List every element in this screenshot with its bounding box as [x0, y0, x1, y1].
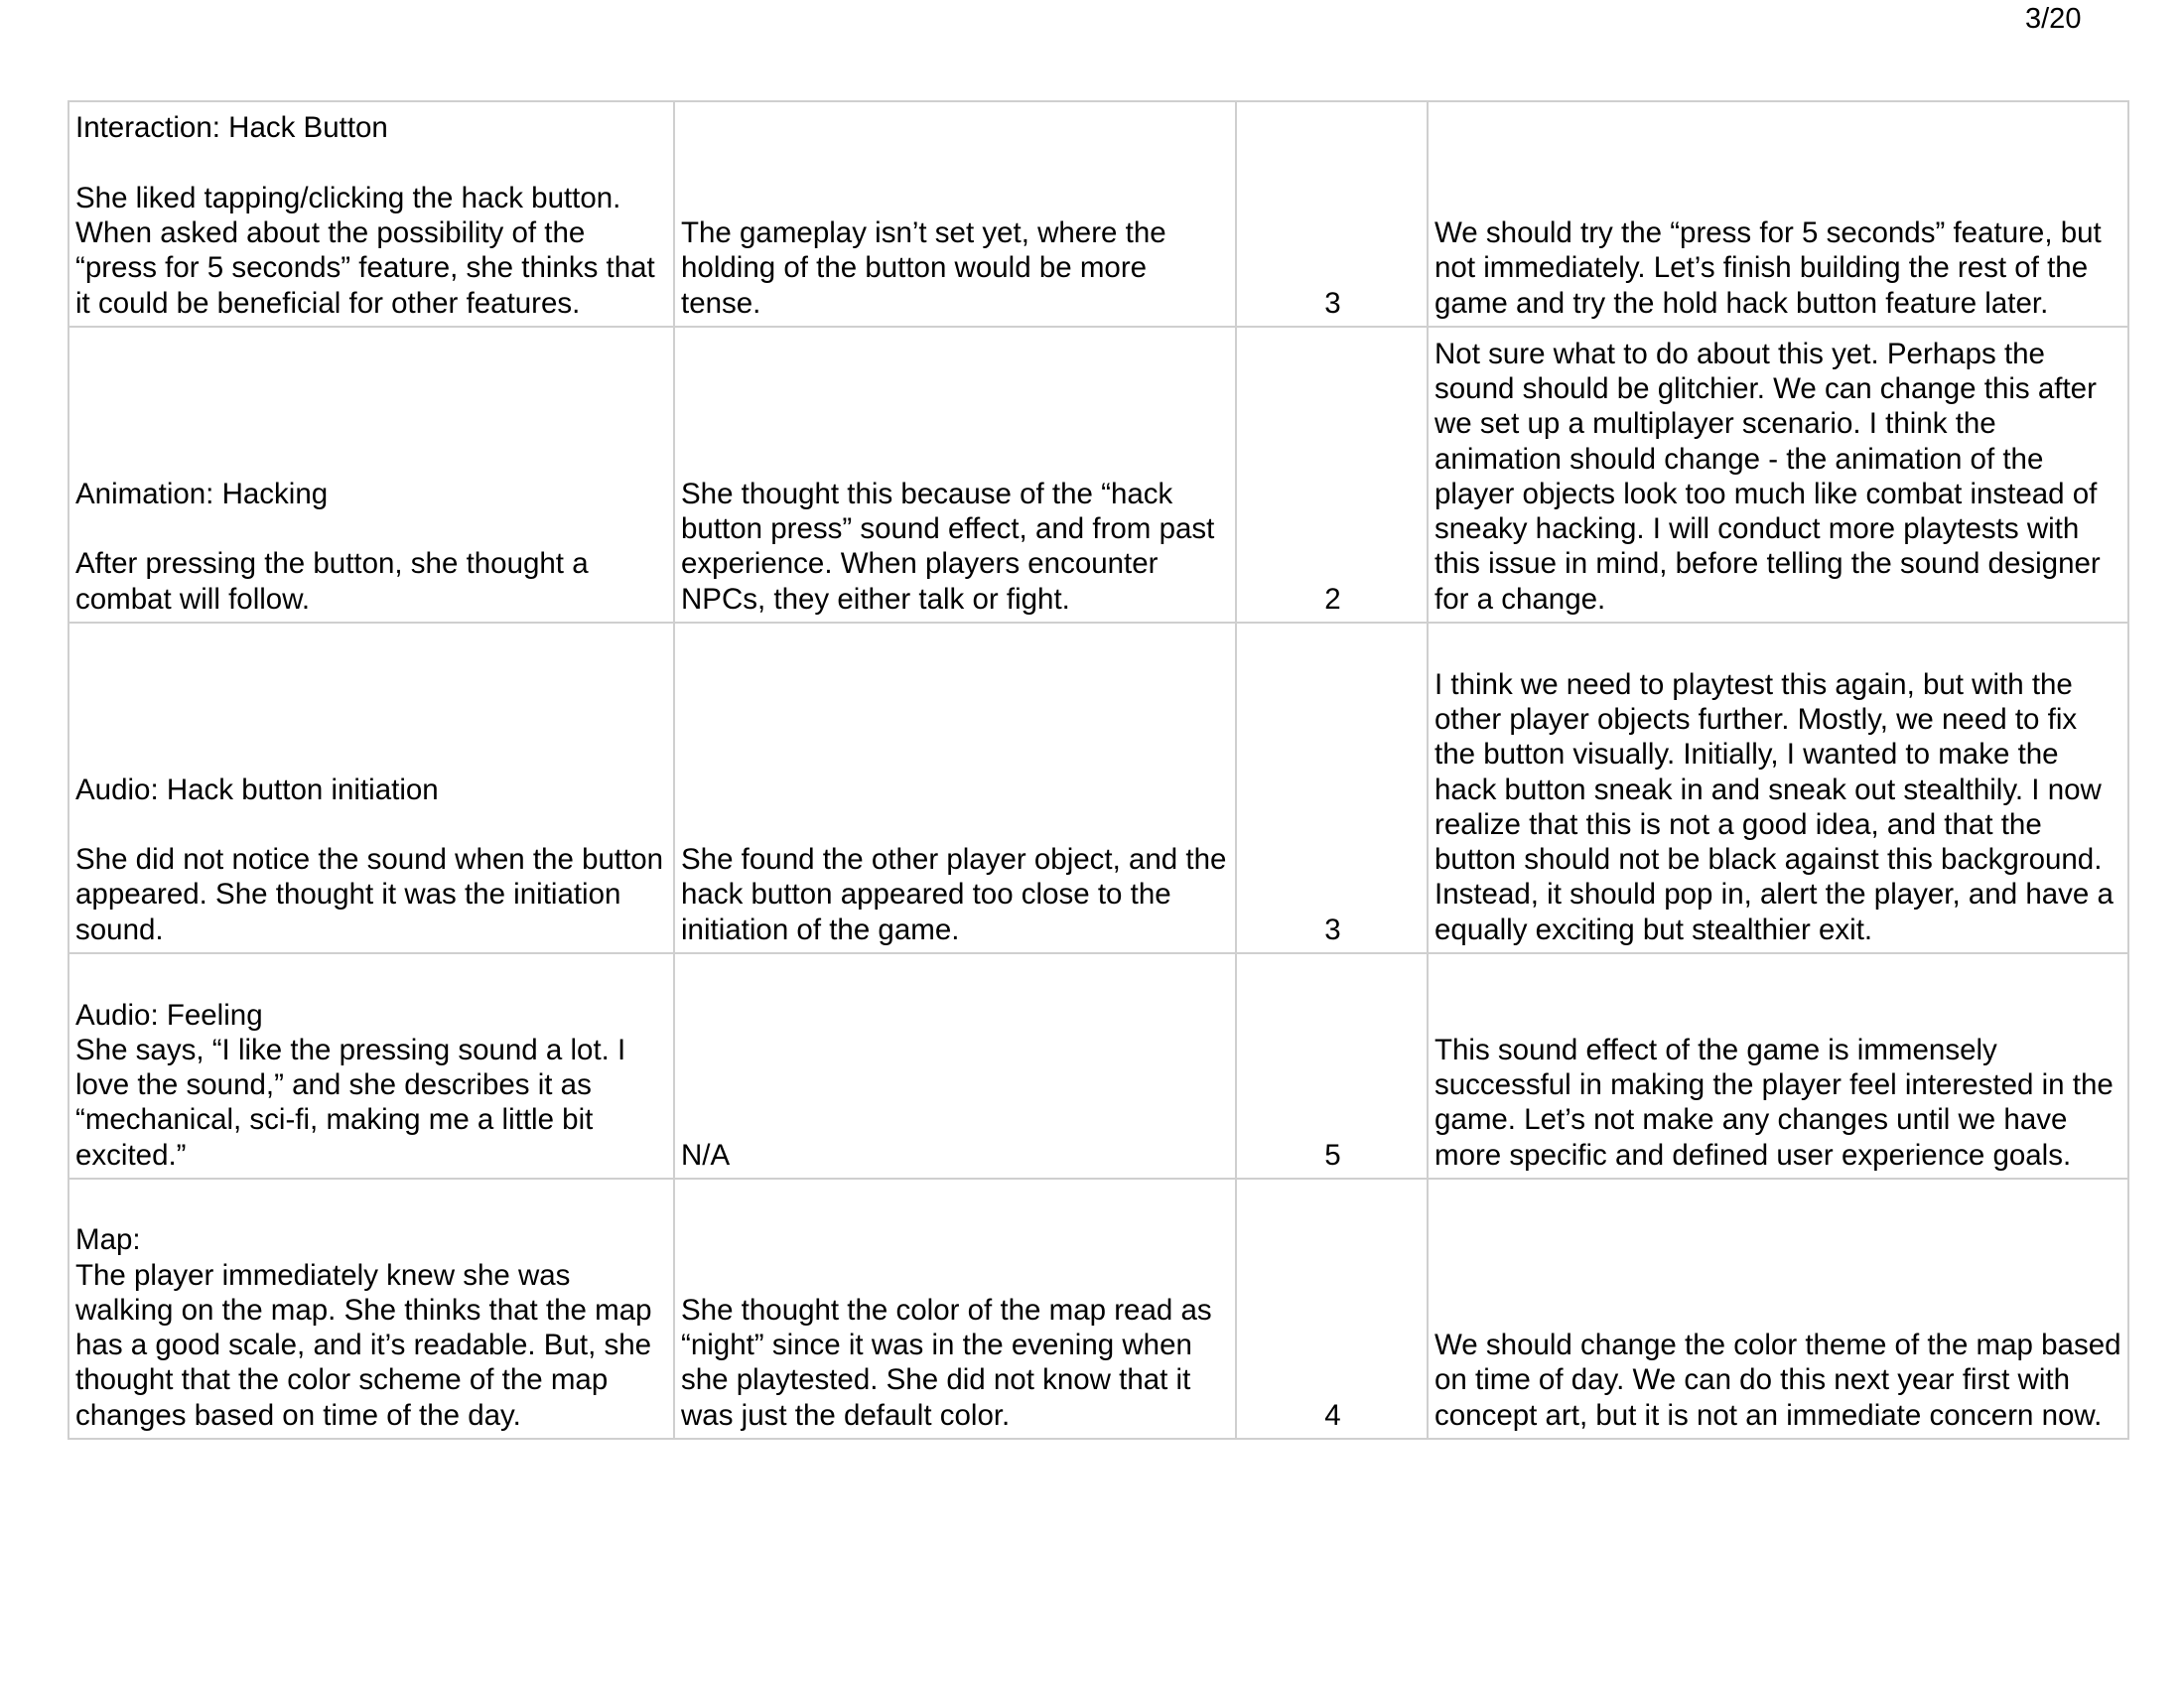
observation-cell: Animation: Hacking After pressing the button, she thought a combat will follow. [68, 327, 674, 623]
observation-cell: Interaction: Hack Button She liked tapping/clicking the hack button. When asked about the possibility of the “press for 5 seconds” feature, she thinks that it could be beneficial for other features. [68, 101, 674, 327]
score-cell: 3 [1236, 101, 1428, 327]
table-row [68, 953, 2128, 1179]
score-cell: 4 [1236, 1179, 1428, 1439]
score-cell: 2 [1236, 327, 1428, 623]
action-cell: I think we need to playtest this again, but with the other player objects further. Mostly, we need to fix the button visually. Initially, I wanted to make the hack button sneak in and sneak out stealthily. I now realize that this is not a good idea, and that the button should not be black against this background. Instead, it should pop in, alert the player, and have a equally exciting but stealthier exit. [1428, 623, 2128, 953]
table-row [68, 101, 2128, 327]
table-row [68, 1179, 2128, 1439]
action-cell: Not sure what to do about this yet. Perhaps the sound should be glitchier. We can change this after we set up a multiplayer scenario. I think the animation should change - the animation of the player objects look too much like combat instead of sneaky hacking. I will conduct more playtests with this issue in mind, before telling the sound designer for a change. [1428, 327, 2128, 623]
action-cell: We should try the “press for 5 seconds” feature, but not immediately. Let’s finish building the rest of the game and try the hold hack button feature later. [1428, 101, 2128, 327]
page-number: 3/20 [2025, 3, 2082, 35]
reason-cell: She found the other player object, and the hack button appeared too close to the initiation of the game. [674, 623, 1236, 953]
action-cell: This sound effect of the game is immensely successful in making the player feel interested in the game. Let’s not make any changes until we have more specific and defined user experience goals. [1428, 953, 2128, 1179]
score-cell: 5 [1236, 953, 1428, 1179]
reason-cell: She thought this because of the “hack button press” sound effect, and from past experience. When players encounter NPCs, they either talk or fight. [674, 327, 1236, 623]
reason-cell: N/A [674, 953, 1236, 1179]
observation-cell: Audio: Hack button initiation She did not notice the sound when the button appeared. She thought it was the initiation sound. [68, 623, 674, 953]
observation-cell: Audio: Feeling She says, “I like the pressing sound a lot. I love the sound,” and she describes it as “mechanical, sci-fi, making me a little bit excited.” [68, 953, 674, 1179]
action-cell: We should change the color theme of the map based on time of day. We can do this next year first with concept art, but it is not an immediate concern now. [1428, 1179, 2128, 1439]
reason-cell: The gameplay isn’t set yet, where the holding of the button would be more tense. [674, 101, 1236, 327]
playtest-feedback-table [68, 100, 2129, 1440]
table-row [68, 327, 2128, 623]
observation-cell: Map: The player immediately knew she was walking on the map. She thinks that the map has a good scale, and it’s readable. But, she thought that the color scheme of the map changes based on time of the day. [68, 1179, 674, 1439]
reason-cell: She thought the color of the map read as “night” since it was in the evening when she playtested. She did not know that it was just the default color. [674, 1179, 1236, 1439]
score-cell: 3 [1236, 623, 1428, 953]
table-row [68, 623, 2128, 953]
